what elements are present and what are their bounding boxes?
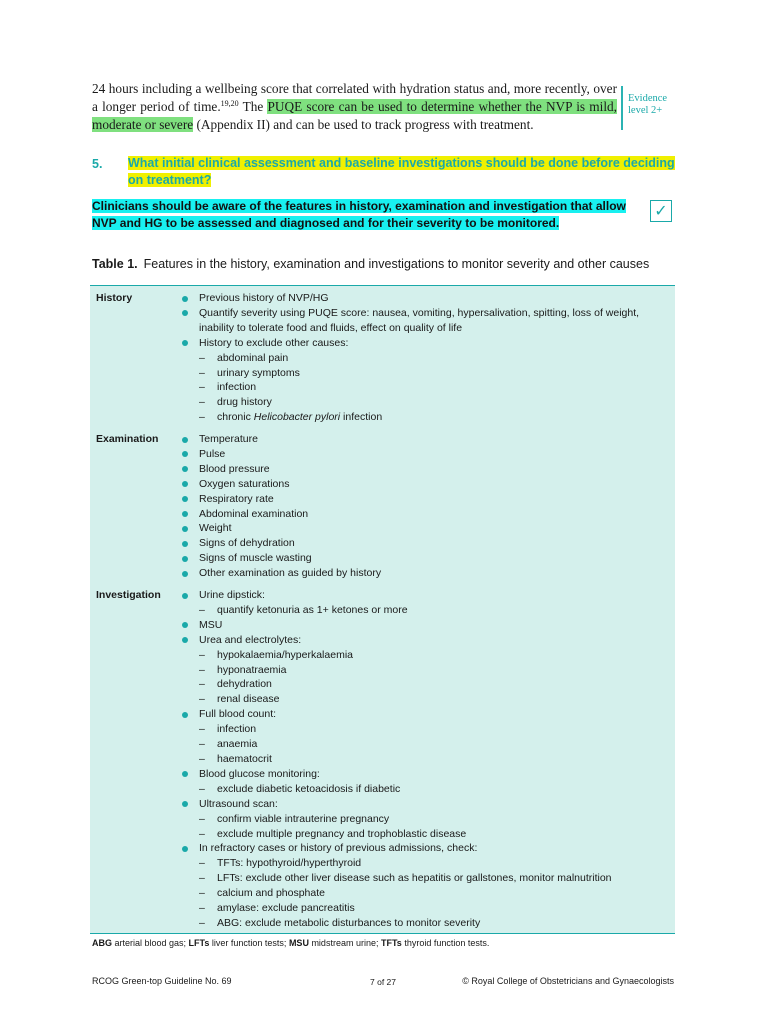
evidence-label: Evidence <box>628 93 668 104</box>
list-item: History to exclude other causes: <box>182 336 667 351</box>
bullet-icon <box>182 622 188 628</box>
sub-item: – amylase: exclude pancreatitis <box>199 902 355 915</box>
section-items <box>182 291 667 425</box>
dash-icon: – <box>199 693 205 706</box>
bullet-icon <box>182 556 188 562</box>
section-label: Investigation <box>96 589 161 601</box>
list-item: Quantify severity using PUQE score: nausea, vomiting, hypersalivation, spitting, loss of weight, inability to tolerate food and fluids, effect on quality of life <box>182 306 667 336</box>
bullet-icon <box>182 466 188 472</box>
bullet-icon <box>182 846 188 852</box>
dash-icon: – <box>199 723 205 736</box>
question-heading <box>128 155 680 189</box>
table-caption-label: Table 1. <box>92 257 138 271</box>
sub-item: – infection <box>199 381 257 394</box>
bullet-icon <box>182 340 188 346</box>
bullet-icon <box>182 481 188 487</box>
sub-item: – exclude multiple pregnancy and trophoblastic disease <box>199 827 467 840</box>
list-item: Weight <box>182 521 667 536</box>
bullet-icon <box>182 511 188 517</box>
bullet-icon <box>182 637 188 643</box>
sub-item: – hyponatraemia <box>199 663 287 676</box>
sub-item: – chronic Helicobacter pylori infection <box>199 411 383 424</box>
dash-icon: – <box>199 663 205 676</box>
sub-item: – LFTs: exclude other liver disease such as hepatitis or gallstones, monitor malnutrition <box>199 872 612 885</box>
list-item: Other examination as guided by history <box>182 566 667 581</box>
dash-icon: – <box>199 678 205 691</box>
list-item: Urine dipstick: <box>182 588 667 603</box>
dash-icon: – <box>199 411 205 424</box>
bullet-icon <box>182 437 188 443</box>
table-footnote: ABG arterial blood gas; LFTs liver function tests; MSU midstream urine; TFTs thyroid function tests. <box>92 938 490 948</box>
dash-icon: – <box>199 366 205 379</box>
table-caption <box>92 257 649 271</box>
intro-text-continuation: The <box>238 99 268 114</box>
list-item: Previous history of NVP/HG <box>182 291 667 306</box>
section-label: Examination <box>96 433 159 445</box>
list-item: Abdominal examination <box>182 507 667 522</box>
sub-item: – quantify ketonuria as 1+ ketones or more <box>199 603 408 616</box>
intro-paragraph <box>92 80 617 134</box>
list-item: In refractory cases or history of previous admissions, check: <box>182 841 667 856</box>
table-caption-text: Features in the history, examination and investigations to monitor severity and other causes <box>143 257 650 271</box>
intro-text: 24 hours including a wellbeing score that correlated with hydration status and, more recently, over a longer period of time. <box>92 81 617 114</box>
bullet-icon <box>182 451 188 457</box>
list-item: MSU <box>182 618 667 633</box>
sub-item: – exclude diabetic ketoacidosis if diabetic <box>199 782 401 795</box>
bullet-icon <box>182 593 188 599</box>
dash-icon: – <box>199 902 205 915</box>
sub-item: – urinary symptoms <box>199 366 300 379</box>
bullet-icon <box>182 712 188 718</box>
list-item: Signs of muscle wasting <box>182 551 667 566</box>
list-item: Signs of dehydration <box>182 536 667 551</box>
recommendation <box>92 198 632 232</box>
section-label: History <box>96 292 133 304</box>
dash-icon: – <box>199 396 205 409</box>
bullet-icon <box>182 310 188 316</box>
sub-item: – infection <box>199 723 257 736</box>
bullet-icon <box>182 296 188 302</box>
bullet-icon <box>182 771 188 777</box>
features-table <box>90 285 675 934</box>
list-item: Full blood count: <box>182 707 667 722</box>
sub-item: – TFTs: hypothyroid/hyperthyroid <box>199 857 362 870</box>
evidence-divider <box>621 86 623 130</box>
bullet-icon <box>182 496 188 502</box>
dash-icon: – <box>199 916 205 929</box>
bullet-icon <box>182 526 188 532</box>
dash-icon: – <box>199 351 205 364</box>
bullet-icon <box>182 571 188 577</box>
list-item: Oxygen saturations <box>182 477 667 492</box>
footer-guideline-name: RCOG Green-top Guideline No. 69 <box>92 976 232 986</box>
dash-icon: – <box>199 812 205 825</box>
list-item: Pulse <box>182 447 667 462</box>
highlighted-puqe-statement: PUQE score can be used to determine whether the NVP is mild, moderate or severe <box>92 99 618 132</box>
sub-item: – calcium and phosphate <box>199 887 325 900</box>
section-items <box>182 588 667 931</box>
bullet-icon <box>182 541 188 547</box>
sub-item: – anaemia <box>199 738 258 751</box>
list-item: Blood glucose monitoring: <box>182 767 667 782</box>
list-item: Ultrasound scan: <box>182 797 667 812</box>
section-items <box>182 432 667 581</box>
footer-page-number: 7 of 27 <box>370 977 396 987</box>
intro-text-end: (Appendix II) and can be used to track progress with treatment. <box>193 117 534 132</box>
bullet-icon <box>182 801 188 807</box>
question-text: What initial clinical assessment and baseline investigations should be done before deciding on treatment? <box>128 156 675 187</box>
evidence-level-value: level 2+ <box>628 105 663 116</box>
dash-icon: – <box>199 872 205 885</box>
dash-icon: – <box>199 603 205 616</box>
evidence-level <box>628 93 688 117</box>
dash-icon: – <box>199 782 205 795</box>
sub-item: – renal disease <box>199 693 280 706</box>
sub-item: – hypokalaemia/hyperkalaemia <box>199 648 353 661</box>
list-item: Temperature <box>182 432 667 447</box>
dash-icon: – <box>199 648 205 661</box>
recommendation-text: Clinicians should be aware of the features in history, examination and investigation that allow NVP and HG to be assessed and diagnosed and for their severity to be monitored. <box>92 199 626 230</box>
sub-item: – haematocrit <box>199 752 272 765</box>
dash-icon: – <box>199 827 205 840</box>
checkmark-icon: ✓ <box>650 200 672 222</box>
list-item: Respiratory rate <box>182 492 667 507</box>
dash-icon: – <box>199 752 205 765</box>
citation-superscript: 19,20 <box>220 99 239 108</box>
sub-item: – abdominal pain <box>199 351 289 364</box>
question-number: 5. <box>92 157 103 171</box>
sub-item: – ABG: exclude metabolic disturbances to monitor severity <box>199 916 481 929</box>
dash-icon: – <box>199 738 205 751</box>
list-item: Blood pressure <box>182 462 667 477</box>
dash-icon: – <box>199 887 205 900</box>
dash-icon: – <box>199 381 205 394</box>
sub-item: – dehydration <box>199 678 272 691</box>
sub-item: – drug history <box>199 396 272 409</box>
dash-icon: – <box>199 857 205 870</box>
footer-copyright: © Royal College of Obstetricians and Gynaecologists <box>462 976 674 986</box>
list-item: Urea and electrolytes: <box>182 633 667 648</box>
sub-item: – confirm viable intrauterine pregnancy <box>199 812 390 825</box>
